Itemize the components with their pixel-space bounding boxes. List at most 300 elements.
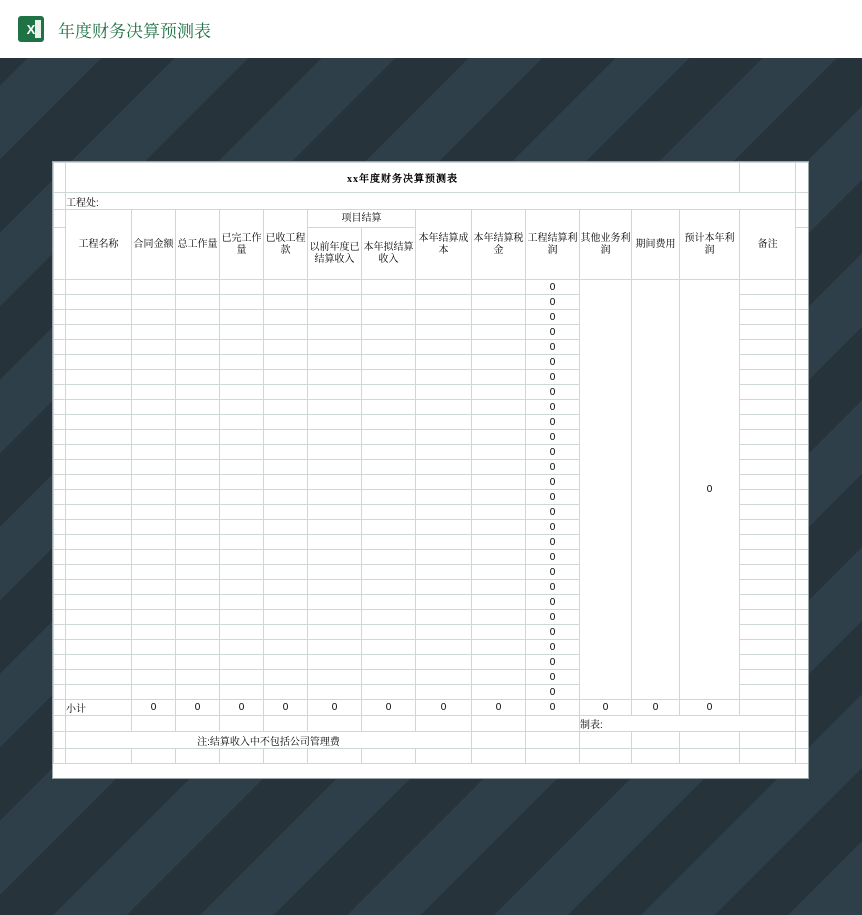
cell-previous-settled-income[interactable] [308,355,362,370]
cell-received-payment[interactable] [264,385,308,400]
spreadsheet-sheet[interactable] [52,161,809,779]
total-estimated-year-profit[interactable]: 0 [680,700,740,716]
cell-remark[interactable] [740,280,796,295]
cell-current-planned-income[interactable] [362,610,416,625]
cell-settlement-tax[interactable] [472,475,526,490]
cell-current-planned-income[interactable] [362,625,416,640]
cell-previous-settled-income[interactable] [308,280,362,295]
cell-previous-settled-income[interactable] [308,550,362,565]
cell-total-workload[interactable] [176,625,220,640]
cell-project-name[interactable] [66,475,132,490]
cell-settlement-tax[interactable] [472,400,526,415]
cell-settlement-tax[interactable] [472,505,526,520]
cell-previous-settled-income[interactable] [308,415,362,430]
cell-settlement-cost[interactable] [416,625,472,640]
cell-settlement-tax[interactable] [472,340,526,355]
cell-settlement-cost[interactable] [416,400,472,415]
cell-settlement-cost[interactable] [416,325,472,340]
cell-remark[interactable] [740,460,796,475]
total-settlement-cost[interactable]: 0 [416,700,472,716]
cell-current-planned-income[interactable] [362,535,416,550]
cell-settlement-cost[interactable] [416,640,472,655]
cell-previous-settled-income[interactable] [308,310,362,325]
cell-project-name[interactable] [66,595,132,610]
cell-project-name[interactable] [66,310,132,325]
cell-completed-workload[interactable] [220,520,264,535]
total-row[interactable] [54,700,810,716]
cell-contract-amount[interactable] [132,280,176,295]
cell-contract-amount[interactable] [132,535,176,550]
cell-current-planned-income[interactable] [362,685,416,700]
total-current-planned-income[interactable]: 0 [362,700,416,716]
cell-settlement-profit[interactable]: 0 [526,610,580,625]
cell-current-planned-income[interactable] [362,355,416,370]
cell-project-name[interactable] [66,385,132,400]
cell-completed-workload[interactable] [220,430,264,445]
cell-remark[interactable] [740,640,796,655]
cell-remark[interactable] [740,490,796,505]
cell-project-name[interactable] [66,340,132,355]
cell-received-payment[interactable] [264,325,308,340]
cell-settlement-tax[interactable] [472,460,526,475]
cell-settlement-profit[interactable]: 0 [526,415,580,430]
cell-previous-settled-income[interactable] [308,625,362,640]
cell-settlement-cost[interactable] [416,565,472,580]
cell-project-name[interactable] [66,280,132,295]
cell-project-name[interactable] [66,580,132,595]
cell-total-workload[interactable] [176,430,220,445]
cell-settlement-profit[interactable]: 0 [526,520,580,535]
cell-settlement-cost[interactable] [416,430,472,445]
cell-project-name[interactable] [66,445,132,460]
cell-completed-workload[interactable] [220,295,264,310]
cell-received-payment[interactable] [264,550,308,565]
cell-settlement-cost[interactable] [416,280,472,295]
cell-previous-settled-income[interactable] [308,565,362,580]
cell-remark[interactable] [740,520,796,535]
cell-total-workload[interactable] [176,370,220,385]
cell-completed-workload[interactable] [220,400,264,415]
cell-previous-settled-income[interactable] [308,610,362,625]
cell-contract-amount[interactable] [132,370,176,385]
cell-total-workload[interactable] [176,295,220,310]
cell-settlement-cost[interactable] [416,580,472,595]
cell-total-workload[interactable] [176,655,220,670]
cell-settlement-tax[interactable] [472,445,526,460]
cell-remark[interactable] [740,340,796,355]
cell-previous-settled-income[interactable] [308,655,362,670]
cell-current-planned-income[interactable] [362,415,416,430]
cell-settlement-cost[interactable] [416,475,472,490]
cell-previous-settled-income[interactable] [308,460,362,475]
cell-previous-settled-income[interactable] [308,325,362,340]
cell-previous-settled-income[interactable] [308,430,362,445]
cell-completed-workload[interactable] [220,625,264,640]
cell-completed-workload[interactable] [220,535,264,550]
cell-project-name[interactable] [66,685,132,700]
cell-contract-amount[interactable] [132,655,176,670]
cell-remark[interactable] [740,385,796,400]
cell-contract-amount[interactable] [132,520,176,535]
cell-period-expense[interactable] [632,280,680,700]
cell-previous-settled-income[interactable] [308,445,362,460]
cell-settlement-tax[interactable] [472,295,526,310]
cell-total-workload[interactable] [176,445,220,460]
table-row[interactable] [54,280,810,295]
cell-received-payment[interactable] [264,415,308,430]
cell-contract-amount[interactable] [132,355,176,370]
cell-total-workload[interactable] [176,385,220,400]
cell-contract-amount[interactable] [132,310,176,325]
cell-project-name[interactable] [66,565,132,580]
cell-contract-amount[interactable] [132,475,176,490]
cell-total-workload[interactable] [176,565,220,580]
cell-settlement-profit[interactable]: 0 [526,655,580,670]
cell-previous-settled-income[interactable] [308,520,362,535]
cell-settlement-cost[interactable] [416,355,472,370]
cell-settlement-profit[interactable]: 0 [526,340,580,355]
cell-settlement-profit[interactable]: 0 [526,550,580,565]
cell-settlement-profit[interactable]: 0 [526,325,580,340]
cell-total-workload[interactable] [176,490,220,505]
cell-previous-settled-income[interactable] [308,670,362,685]
cell-project-name[interactable] [66,520,132,535]
cell-contract-amount[interactable] [132,640,176,655]
cell-contract-amount[interactable] [132,625,176,640]
cell-received-payment[interactable] [264,340,308,355]
cell-current-planned-income[interactable] [362,595,416,610]
cell-project-name[interactable] [66,625,132,640]
total-total-workload[interactable]: 0 [176,700,220,716]
cell-project-name[interactable] [66,325,132,340]
cell-total-workload[interactable] [176,415,220,430]
cell-current-planned-income[interactable] [362,550,416,565]
cell-received-payment[interactable] [264,580,308,595]
cell-remark[interactable] [740,310,796,325]
cell-received-payment[interactable] [264,460,308,475]
cell-contract-amount[interactable] [132,610,176,625]
cell-completed-workload[interactable] [220,445,264,460]
cell-remark[interactable] [740,430,796,445]
cell-current-planned-income[interactable] [362,670,416,685]
cell-completed-workload[interactable] [220,310,264,325]
cell-current-planned-income[interactable] [362,445,416,460]
cell-completed-workload[interactable] [220,655,264,670]
total-previous-settled-income[interactable]: 0 [308,700,362,716]
cell-current-planned-income[interactable] [362,490,416,505]
cell-settlement-cost[interactable] [416,415,472,430]
cell-settlement-profit[interactable]: 0 [526,490,580,505]
total-settlement-profit[interactable]: 0 [526,700,580,716]
cell-received-payment[interactable] [264,520,308,535]
cell-contract-amount[interactable] [132,505,176,520]
cell-contract-amount[interactable] [132,295,176,310]
cell-total-workload[interactable] [176,460,220,475]
cell-settlement-tax[interactable] [472,655,526,670]
cell-total-workload[interactable] [176,640,220,655]
cell-total-workload[interactable] [176,520,220,535]
cell-received-payment[interactable] [264,655,308,670]
cell-received-payment[interactable] [264,595,308,610]
cell-received-payment[interactable] [264,445,308,460]
cell-contract-amount[interactable] [132,580,176,595]
cell-contract-amount[interactable] [132,565,176,580]
cell-settlement-profit[interactable]: 0 [526,310,580,325]
cell-settlement-tax[interactable] [472,415,526,430]
cell-completed-workload[interactable] [220,565,264,580]
cell-other-business-profit[interactable] [580,280,632,700]
cell-project-name[interactable] [66,610,132,625]
cell-received-payment[interactable] [264,685,308,700]
cell-received-payment[interactable] [264,535,308,550]
total-received-payment[interactable]: 0 [264,700,308,716]
cell-previous-settled-income[interactable] [308,295,362,310]
cell-settlement-profit[interactable]: 0 [526,385,580,400]
cell-total-workload[interactable] [176,595,220,610]
cell-settlement-cost[interactable] [416,550,472,565]
cell-completed-workload[interactable] [220,595,264,610]
cell-contract-amount[interactable] [132,460,176,475]
cell-completed-workload[interactable] [220,640,264,655]
cell-previous-settled-income[interactable] [308,685,362,700]
cell-settlement-cost[interactable] [416,460,472,475]
cell-settlement-profit[interactable]: 0 [526,595,580,610]
cell-completed-workload[interactable] [220,580,264,595]
total-contract-amount[interactable]: 0 [132,700,176,716]
cell-completed-workload[interactable] [220,685,264,700]
cell-remark[interactable] [740,505,796,520]
cell-total-workload[interactable] [176,400,220,415]
cell-current-planned-income[interactable] [362,310,416,325]
cell-project-name[interactable] [66,505,132,520]
cell-remark[interactable] [740,580,796,595]
cell-total-workload[interactable] [176,355,220,370]
cell-remark[interactable] [740,670,796,685]
cell-settlement-tax[interactable] [472,565,526,580]
cell-settlement-profit[interactable]: 0 [526,400,580,415]
cell-settlement-profit[interactable]: 0 [526,685,580,700]
cell-project-name[interactable] [66,535,132,550]
cell-project-name[interactable] [66,460,132,475]
cell-previous-settled-income[interactable] [308,340,362,355]
cell-completed-workload[interactable] [220,490,264,505]
cell-settlement-cost[interactable] [416,655,472,670]
cell-current-planned-income[interactable] [362,385,416,400]
total-other-business-profit[interactable]: 0 [580,700,632,716]
cell-current-planned-income[interactable] [362,430,416,445]
cell-settlement-profit[interactable]: 0 [526,295,580,310]
cell-project-name[interactable] [66,655,132,670]
cell-received-payment[interactable] [264,355,308,370]
cell-settlement-cost[interactable] [416,595,472,610]
cell-settlement-cost[interactable] [416,670,472,685]
cell-previous-settled-income[interactable] [308,370,362,385]
cell-received-payment[interactable] [264,505,308,520]
cell-project-name[interactable] [66,295,132,310]
cell-settlement-cost[interactable] [416,610,472,625]
cell-settlement-cost[interactable] [416,370,472,385]
cell-completed-workload[interactable] [220,670,264,685]
cell-settlement-cost[interactable] [416,385,472,400]
cell-settlement-profit[interactable]: 0 [526,625,580,640]
cell-previous-settled-income[interactable] [308,535,362,550]
cell-settlement-tax[interactable] [472,610,526,625]
cell-completed-workload[interactable] [220,280,264,295]
cell-received-payment[interactable] [264,370,308,385]
cell-total-workload[interactable] [176,685,220,700]
cell-received-payment[interactable] [264,400,308,415]
cell-total-workload[interactable] [176,325,220,340]
cell-settlement-profit[interactable]: 0 [526,535,580,550]
cell-settlement-tax[interactable] [472,430,526,445]
cell-settlement-tax[interactable] [472,355,526,370]
cell-current-planned-income[interactable] [362,325,416,340]
cell-completed-workload[interactable] [220,355,264,370]
cell-previous-settled-income[interactable] [308,595,362,610]
cell-previous-settled-income[interactable] [308,385,362,400]
total-completed-workload[interactable]: 0 [220,700,264,716]
cell-settlement-profit[interactable]: 0 [526,475,580,490]
cell-settlement-cost[interactable] [416,490,472,505]
cell-current-planned-income[interactable] [362,370,416,385]
cell-current-planned-income[interactable] [362,505,416,520]
cell-total-workload[interactable] [176,535,220,550]
cell-settlement-profit[interactable]: 0 [526,670,580,685]
cell-settlement-profit[interactable]: 0 [526,280,580,295]
cell-remark[interactable] [740,415,796,430]
cell-settlement-cost[interactable] [416,505,472,520]
cell-current-planned-income[interactable] [362,340,416,355]
cell-previous-settled-income[interactable] [308,505,362,520]
cell-settlement-tax[interactable] [472,550,526,565]
cell-project-name[interactable] [66,670,132,685]
cell-previous-settled-income[interactable] [308,640,362,655]
cell-current-planned-income[interactable] [362,280,416,295]
cell-remark[interactable] [740,445,796,460]
cell-settlement-tax[interactable] [472,490,526,505]
cell-remark[interactable] [740,685,796,700]
cell-remark[interactable] [740,550,796,565]
cell-remark[interactable] [740,295,796,310]
total-period-expense[interactable]: 0 [632,700,680,716]
cell-current-planned-income[interactable] [362,655,416,670]
cell-project-name[interactable] [66,400,132,415]
cell-estimated-year-profit[interactable]: 0 [680,280,740,700]
cell-remark[interactable] [740,535,796,550]
cell-remark[interactable] [740,325,796,340]
cell-contract-amount[interactable] [132,490,176,505]
cell-settlement-tax[interactable] [472,535,526,550]
cell-settlement-profit[interactable]: 0 [526,460,580,475]
cell-completed-workload[interactable] [220,550,264,565]
cell-completed-workload[interactable] [220,370,264,385]
cell-settlement-profit[interactable]: 0 [526,355,580,370]
cell-settlement-profit[interactable]: 0 [526,505,580,520]
cell-settlement-profit[interactable]: 0 [526,430,580,445]
cell-settlement-tax[interactable] [472,625,526,640]
cell-settlement-tax[interactable] [472,640,526,655]
cell-settlement-tax[interactable] [472,580,526,595]
cell-received-payment[interactable] [264,310,308,325]
cell-received-payment[interactable] [264,430,308,445]
cell-project-name[interactable] [66,370,132,385]
cell-settlement-cost[interactable] [416,445,472,460]
cell-project-name[interactable] [66,640,132,655]
cell-current-planned-income[interactable] [362,295,416,310]
cell-received-payment[interactable] [264,670,308,685]
cell-contract-amount[interactable] [132,340,176,355]
cell-settlement-tax[interactable] [472,595,526,610]
cell-total-workload[interactable] [176,505,220,520]
cell-settlement-cost[interactable] [416,310,472,325]
cell-completed-workload[interactable] [220,325,264,340]
cell-current-planned-income[interactable] [362,400,416,415]
cell-contract-amount[interactable] [132,385,176,400]
cell-completed-workload[interactable] [220,385,264,400]
cell-contract-amount[interactable] [132,670,176,685]
cell-received-payment[interactable] [264,610,308,625]
cell-total-workload[interactable] [176,310,220,325]
cell-previous-settled-income[interactable] [308,475,362,490]
cell-remark[interactable] [740,370,796,385]
total-settlement-tax[interactable]: 0 [472,700,526,716]
cell-previous-settled-income[interactable] [308,400,362,415]
cell-contract-amount[interactable] [132,430,176,445]
cell-remark[interactable] [740,475,796,490]
cell-remark[interactable] [740,625,796,640]
cell-settlement-cost[interactable] [416,685,472,700]
cell-settlement-cost[interactable] [416,535,472,550]
cell-remark[interactable] [740,400,796,415]
cell-settlement-tax[interactable] [472,520,526,535]
cell-settlement-profit[interactable]: 0 [526,445,580,460]
cell-received-payment[interactable] [264,565,308,580]
cell-settlement-tax[interactable] [472,385,526,400]
cell-settlement-tax[interactable] [472,325,526,340]
cell-project-name[interactable] [66,355,132,370]
cell-settlement-tax[interactable] [472,670,526,685]
cell-settlement-tax[interactable] [472,310,526,325]
cell-previous-settled-income[interactable] [308,490,362,505]
cell-settlement-tax[interactable] [472,280,526,295]
cell-completed-workload[interactable] [220,340,264,355]
cell-project-name[interactable] [66,430,132,445]
cell-contract-amount[interactable] [132,595,176,610]
cell-total-workload[interactable] [176,475,220,490]
cell-current-planned-income[interactable] [362,565,416,580]
cell-remark[interactable] [740,610,796,625]
cell-contract-amount[interactable] [132,325,176,340]
cell-remark[interactable] [740,655,796,670]
cell-total-workload[interactable] [176,610,220,625]
cell-completed-workload[interactable] [220,475,264,490]
cell-current-planned-income[interactable] [362,520,416,535]
cell-settlement-profit[interactable]: 0 [526,370,580,385]
cell-contract-amount[interactable] [132,550,176,565]
cell-project-name[interactable] [66,490,132,505]
cell-total-workload[interactable] [176,670,220,685]
cell-total-workload[interactable] [176,580,220,595]
cell-current-planned-income[interactable] [362,580,416,595]
cell-contract-amount[interactable] [132,685,176,700]
cell-settlement-tax[interactable] [472,370,526,385]
cell-previous-settled-income[interactable] [308,580,362,595]
cell-settlement-profit[interactable]: 0 [526,580,580,595]
cell-received-payment[interactable] [264,625,308,640]
cell-settlement-cost[interactable] [416,520,472,535]
cell-contract-amount[interactable] [132,445,176,460]
cell-settlement-cost[interactable] [416,340,472,355]
